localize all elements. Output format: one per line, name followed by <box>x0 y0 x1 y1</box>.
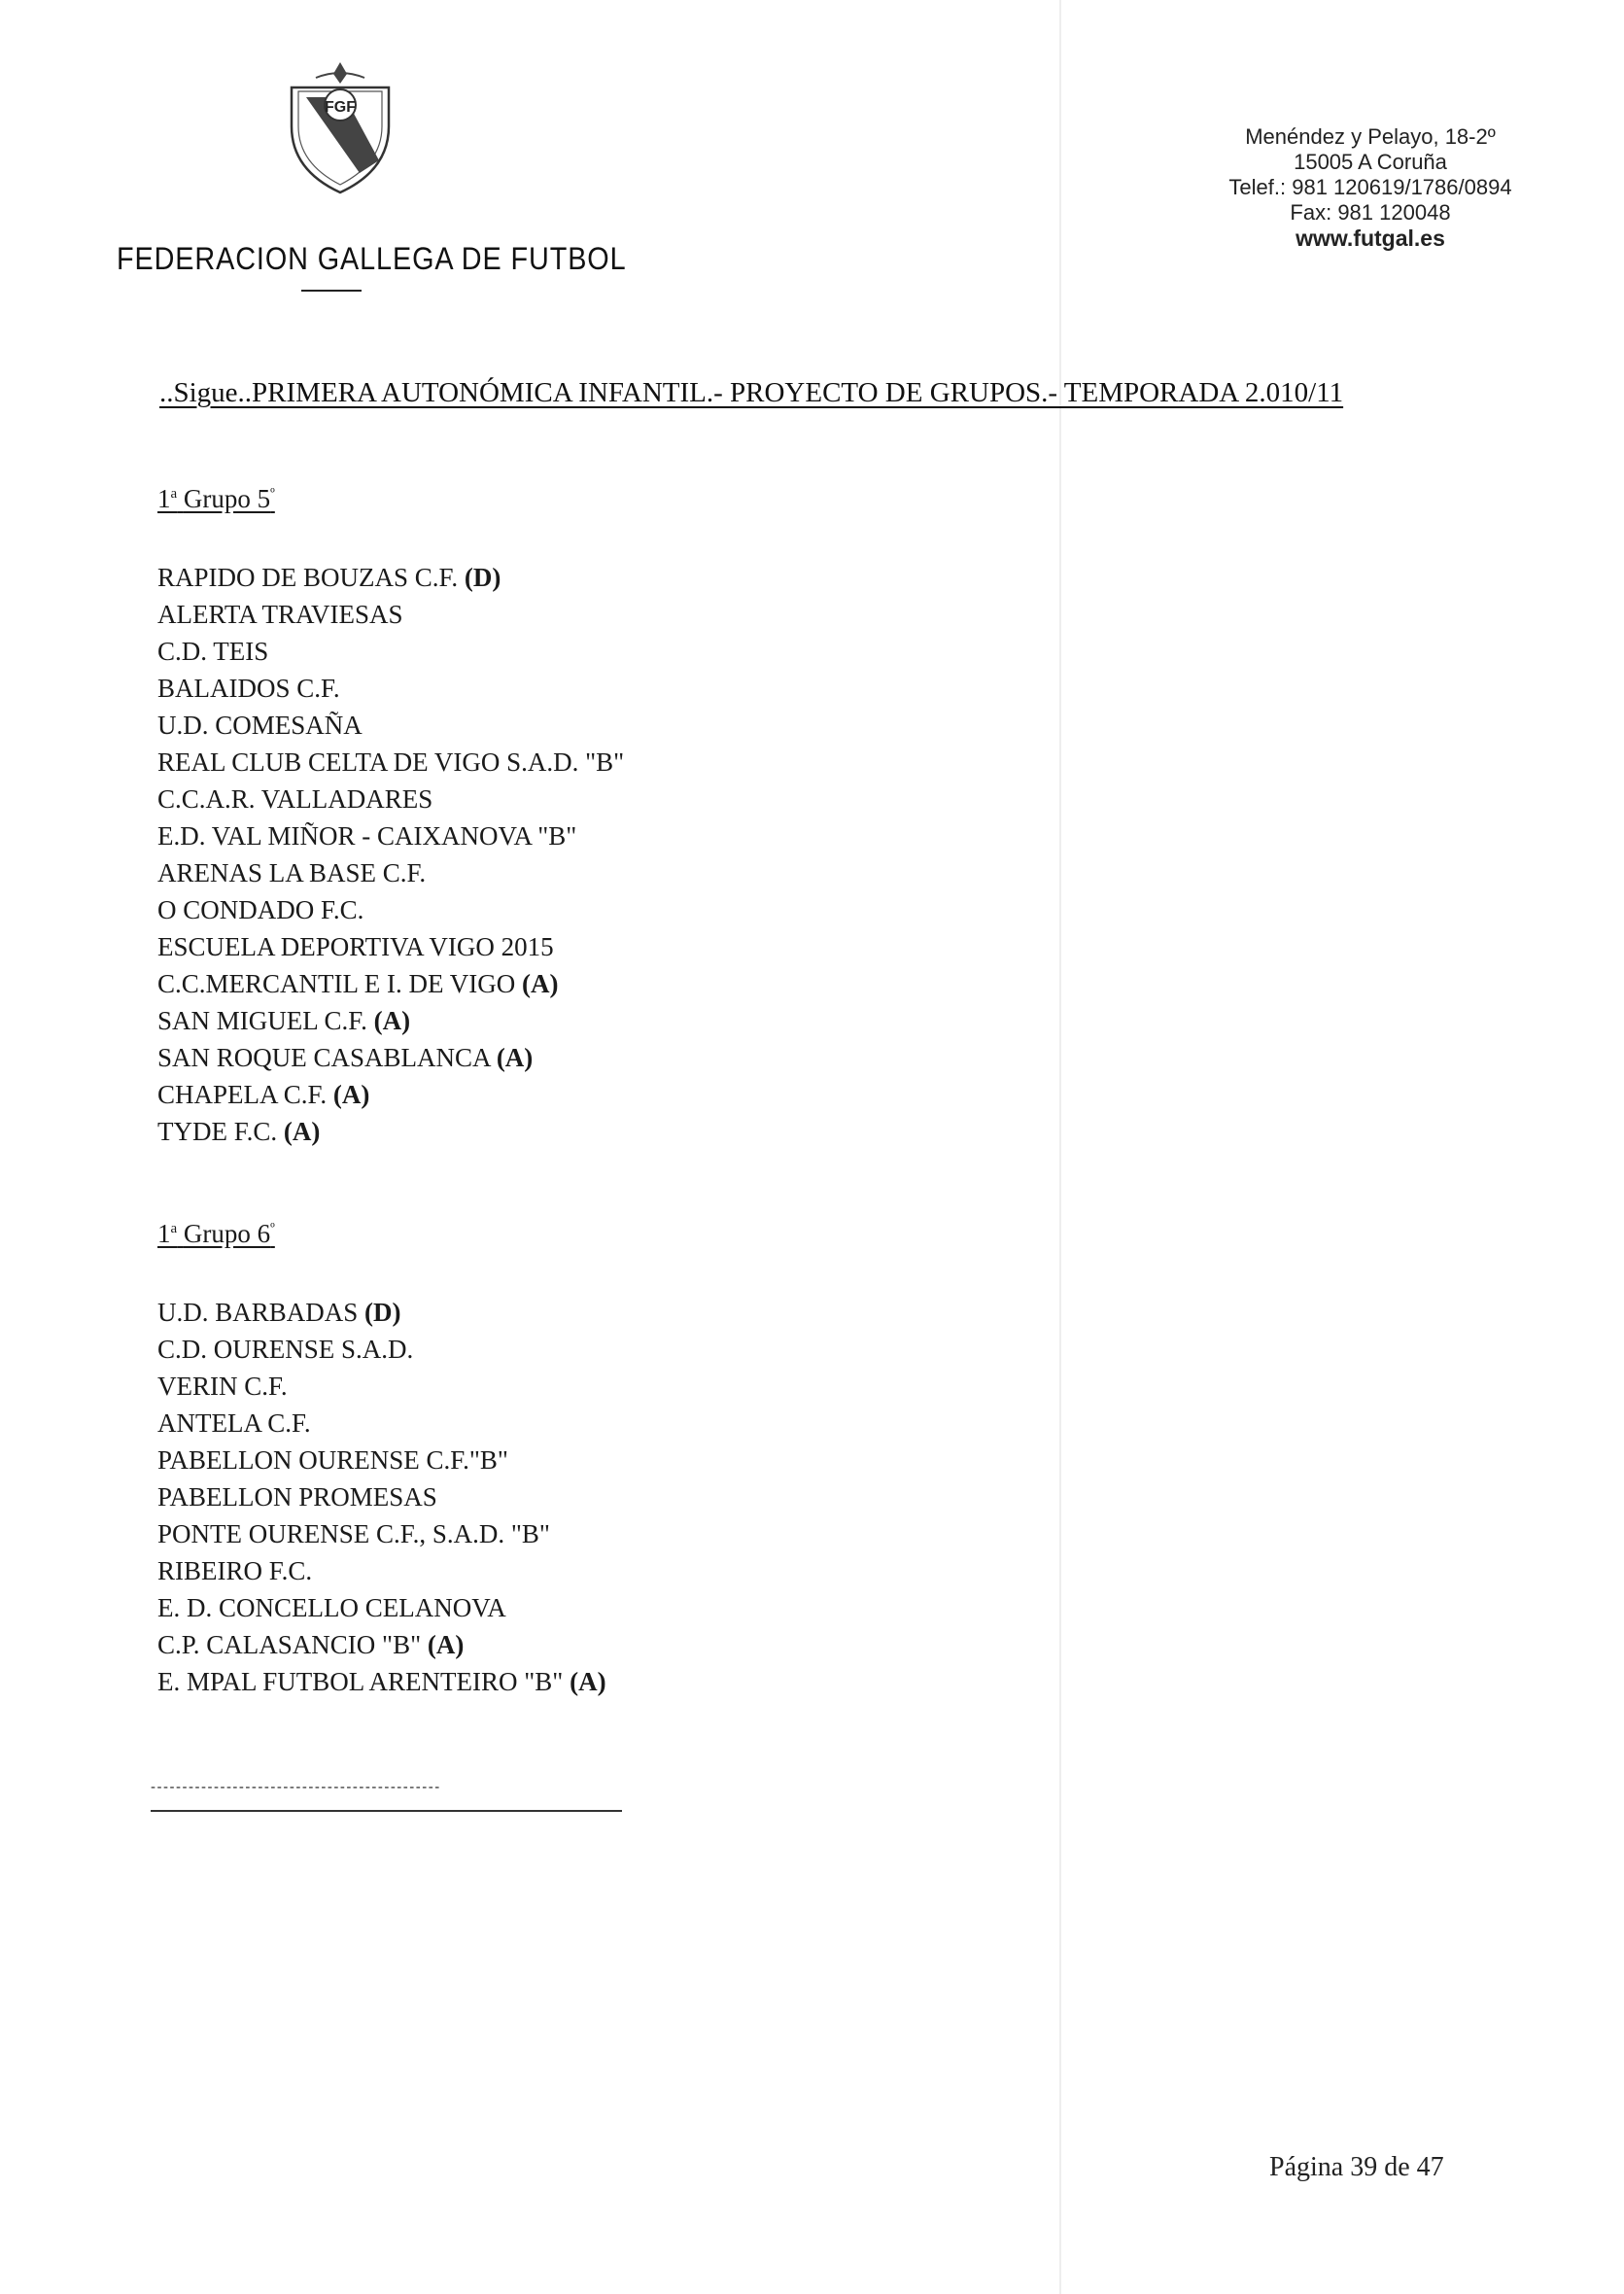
address-postal: 15005 A Coruña <box>1294 150 1447 174</box>
group-heading-number: 1 <box>157 484 171 513</box>
team-list-item <box>157 891 624 928</box>
contact-fax: Fax: 981 120048 <box>1290 200 1451 225</box>
contact-phone: Telef.: 981 120619/1786/0894 <box>1228 175 1512 199</box>
team-list-item <box>157 854 624 891</box>
address-street: Menéndez y Pelayo, 18-2º <box>1245 124 1496 149</box>
group-heading <box>157 484 624 514</box>
team-list-item <box>157 1626 606 1663</box>
federation-crest-logo <box>287 58 394 194</box>
team-status-mark: (D) <box>464 563 501 592</box>
team-name: TYDE F.C. <box>157 1117 278 1146</box>
group-heading <box>157 1219 606 1249</box>
team-name: SAN MIGUEL C.F. <box>157 1006 367 1035</box>
group-heading-degree: º <box>270 486 275 502</box>
team-name: RIBEIRO F.C. <box>157 1556 313 1585</box>
team-name: C.C.MERCANTIL E I. DE VIGO <box>157 969 516 998</box>
team-list-item <box>157 781 624 817</box>
team-name: PABELLON PROMESAS <box>157 1482 437 1512</box>
team-list-item <box>157 1663 606 1700</box>
team-name: ARENAS LA BASE C.F. <box>157 858 427 887</box>
team-status-mark: (A) <box>283 1117 321 1146</box>
team-list-item <box>157 1368 606 1405</box>
group-heading-number: 1 <box>157 1219 171 1248</box>
group-section <box>157 484 624 1150</box>
team-name: CHAPELA C.F. <box>157 1080 328 1109</box>
team-status-mark: (D) <box>364 1298 401 1327</box>
team-list-item <box>157 1002 624 1039</box>
team-list-item <box>157 1552 606 1589</box>
team-name: SAN ROQUE CASABLANCA <box>157 1043 491 1072</box>
team-list-item <box>157 1589 606 1626</box>
group-heading-text: Grupo 5 <box>183 484 271 513</box>
group-section <box>157 1219 606 1700</box>
team-list-item <box>157 1113 624 1150</box>
team-list-item <box>157 1515 606 1552</box>
team-name: E. D. CONCELLO CELANOVA <box>157 1593 506 1622</box>
team-name: PABELLON OURENSE C.F."B" <box>157 1445 508 1475</box>
separator-rule <box>151 1810 622 1812</box>
team-name: C.C.A.R. VALLADARES <box>157 784 433 814</box>
team-list-item <box>157 817 624 854</box>
team-list <box>157 1294 606 1700</box>
team-name: VERIN C.F. <box>157 1372 288 1401</box>
letterhead-contact <box>1205 124 1536 251</box>
group-heading-ordinal-sup: a <box>170 486 178 502</box>
team-list-item <box>157 1076 624 1113</box>
logo-lettering: FGF <box>325 99 356 116</box>
team-name: ANTELA C.F. <box>157 1408 311 1438</box>
team-name: U.D. COMESAÑA <box>157 711 363 740</box>
team-list-item <box>157 1478 606 1515</box>
team-status-mark: (A) <box>427 1630 465 1659</box>
team-status-mark: (A) <box>570 1667 606 1696</box>
team-list-item <box>157 744 624 781</box>
team-status-mark: (A) <box>521 969 559 998</box>
document-title: ..Sigue..PRIMERA AUTONÓMICA INFANTIL.- PROYECTO DE GRUPOS.- TEMPORADA 2.010/11 <box>159 377 1344 408</box>
federation-name-underline <box>301 290 362 292</box>
federation-name: FEDERACION GALLEGA DE FUTBOL <box>117 241 627 276</box>
page-number: Página 39 de 47 <box>1269 2152 1444 2182</box>
team-name: U.D. BARBADAS <box>157 1298 359 1327</box>
team-name: ESCUELA DEPORTIVA VIGO 2015 <box>157 932 554 961</box>
dashed-separator: ---------------------------------------------- <box>151 1779 441 1795</box>
team-name: RAPIDO DE BOUZAS C.F. <box>157 563 459 592</box>
page-fold-shadow <box>1059 0 1061 2294</box>
team-name: REAL CLUB CELTA DE VIGO S.A.D. "B" <box>157 747 625 777</box>
team-list-item <box>157 707 624 744</box>
team-name: ALERTA TRAVIESAS <box>157 600 403 629</box>
team-name: E. MPAL FUTBOL ARENTEIRO "B" <box>157 1667 564 1696</box>
team-status-mark: (A) <box>332 1080 370 1109</box>
team-name: O CONDADO F.C. <box>157 895 364 924</box>
team-list-item <box>157 1294 606 1331</box>
team-list-item <box>157 670 624 707</box>
team-list-item <box>157 596 624 633</box>
website-link[interactable]: www.futgal.es <box>1296 226 1445 251</box>
team-list <box>157 559 624 1150</box>
team-name: E.D. VAL MIÑOR - CAIXANOVA "B" <box>157 821 577 851</box>
group-heading-degree: º <box>270 1221 275 1236</box>
team-list-item <box>157 928 624 965</box>
team-name: C.D. OURENSE S.A.D. <box>157 1335 414 1364</box>
team-status-mark: (A) <box>373 1006 411 1035</box>
team-list-item <box>157 1039 624 1076</box>
team-name: C.P. CALASANCIO "B" <box>157 1630 422 1659</box>
group-heading-ordinal-sup: a <box>170 1221 178 1236</box>
team-name: PONTE OURENSE C.F., S.A.D. "B" <box>157 1519 550 1548</box>
team-list-item <box>157 1331 606 1368</box>
team-list-item <box>157 965 624 1002</box>
team-name: BALAIDOS C.F. <box>157 674 340 703</box>
team-list-item <box>157 1405 606 1442</box>
team-status-mark: (A) <box>496 1043 534 1072</box>
team-list-item <box>157 633 624 670</box>
team-list-item <box>157 559 624 596</box>
team-list-item <box>157 1442 606 1478</box>
team-name: C.D. TEIS <box>157 637 269 666</box>
group-heading-text: Grupo 6 <box>183 1219 271 1248</box>
